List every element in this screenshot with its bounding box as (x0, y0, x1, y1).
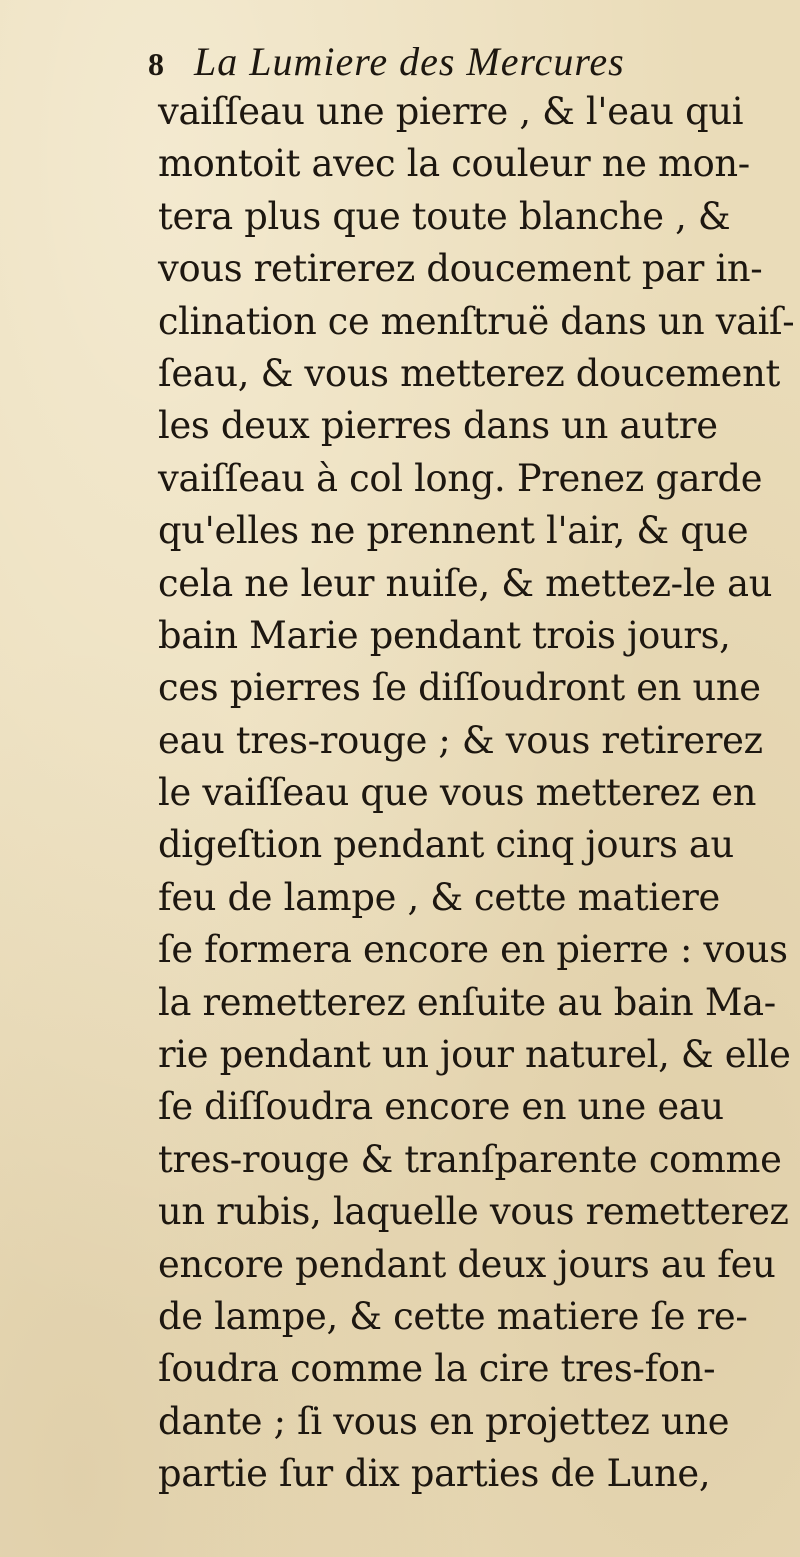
text-line: le vaiſſeau que vous metterez en (158, 771, 757, 815)
text-line: vous retirerez doucement par in- (158, 247, 763, 291)
text-line: les deux pierres dans un autre (158, 404, 718, 448)
text-line: tera plus que toute blanche , & (158, 194, 731, 238)
text-line: digeſtion pendant cinq jours au (158, 823, 734, 867)
text-line: montoit avec la couleur ne mon- (158, 142, 750, 186)
text-line: feu de lampe , & cette matiere (158, 875, 721, 919)
running-head (148, 38, 625, 88)
text-line: dante ; ſi vous en projettez une (158, 1399, 730, 1443)
text-line: bain Marie pendant trois jours, (158, 613, 731, 657)
text-line: tres-rouge & tranſparente comme (158, 1137, 782, 1181)
text-line: ſe formera encore en pierre : vous (158, 928, 788, 972)
text-line: de lampe, & cette matiere ſe re- (158, 1294, 748, 1338)
text-line: partie ſur dix parties de Lune, (158, 1452, 711, 1496)
text-line: la remetterez enſuite au bain Ma- (158, 980, 776, 1024)
text-line: encore pendant deux jours au feu (158, 1242, 776, 1286)
text-line: eau tres-rouge ; & vous retirerez (158, 718, 763, 762)
page-number: 8 (148, 46, 164, 82)
running-title: La Lumiere des Mercures (194, 39, 625, 84)
text-line: un rubis, laquelle vous remetterez (158, 1190, 789, 1234)
text-line: qu'elles ne prennent l'air, & que (158, 509, 749, 553)
text-line: ces pierres ſe diſſoudront en une (158, 666, 761, 710)
text-line: rie pendant un jour naturel, & elle (158, 1033, 791, 1077)
text-line: ſe diſſoudra encore en une eau (158, 1085, 724, 1129)
body-text (158, 86, 798, 1501)
text-line: ſeau, & vous metterez doucement (158, 351, 780, 395)
text-line: vaiſſeau une pierre , & l'eau qui (158, 90, 744, 133)
text-line: cela ne leur nuiſe, & mettez-le au (158, 561, 773, 605)
text-line: clination ce menſtruë dans un vaiſ- (158, 299, 795, 343)
text-line: vaiſſeau à col long. Prenez garde (158, 456, 763, 500)
text-line: ſoudra comme la cire tres-fon- (158, 1347, 716, 1391)
